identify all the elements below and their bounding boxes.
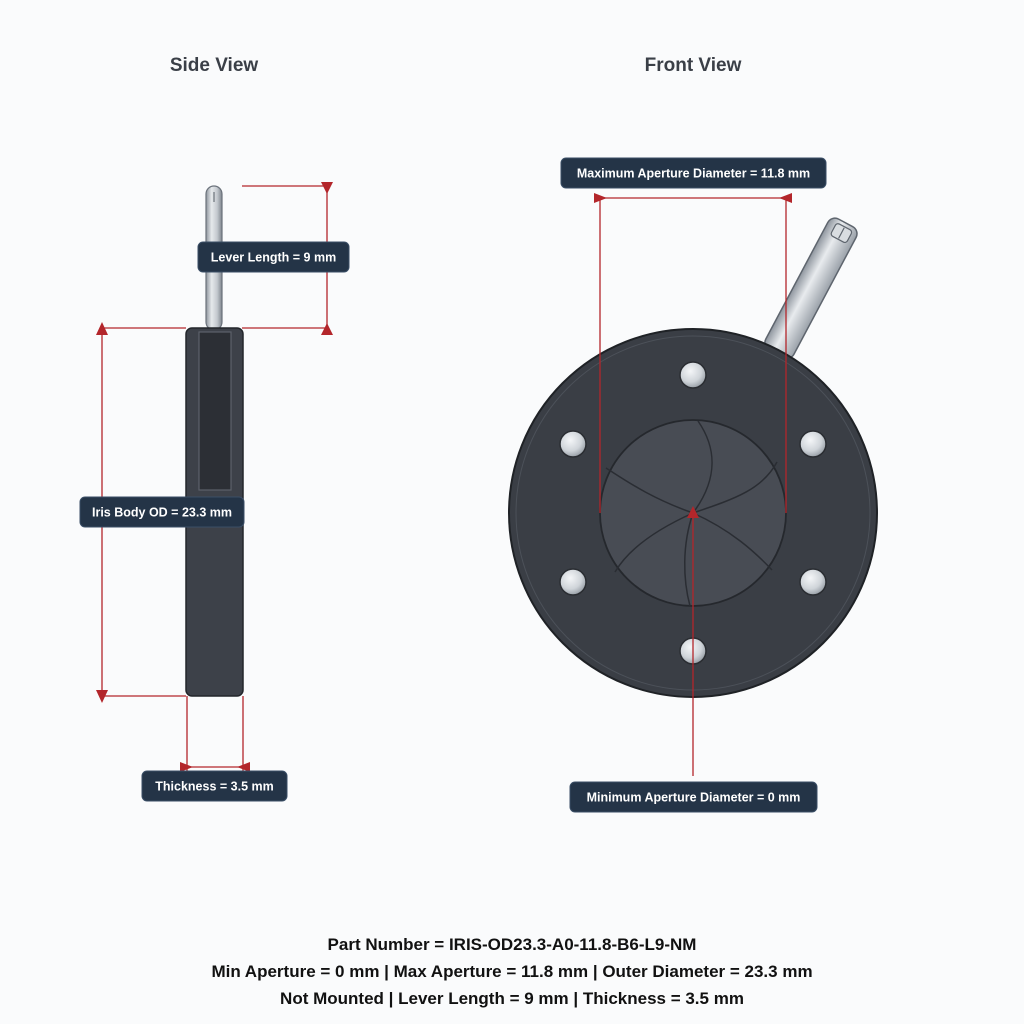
label-lever-length	[198, 242, 349, 272]
front-view-title: Front View	[644, 55, 742, 76]
label-thickness	[142, 771, 287, 801]
side-view-title: Side View	[169, 55, 259, 76]
front-lever	[762, 215, 860, 361]
screw-icon	[680, 362, 706, 388]
min-aperture-text: Minimum Aperture Diameter = 0 mm	[586, 790, 801, 805]
footer-part-number: Part Number = IRIS-OD23.3-A0-11.8-B6-L9-NM	[327, 935, 697, 954]
front-view	[509, 193, 877, 776]
screw-icon	[800, 431, 826, 457]
lever-length-text: Lever Length = 9 mm	[210, 250, 337, 265]
footer-aperture-summary: Min Aperture = 0 mm | Max Aperture = 11.8 mm | Outer Diameter = 23.3 mm	[211, 962, 813, 981]
screw-icon	[800, 569, 826, 595]
footer-mount-summary: Not Mounted | Lever Length = 9 mm | Thickness = 3.5 mm	[280, 989, 744, 1008]
screw-icon	[560, 569, 586, 595]
label-max-aperture	[561, 158, 826, 188]
thickness-dimension	[180, 696, 250, 772]
max-aperture-text: Maximum Aperture Diameter = 11.8 mm	[576, 166, 811, 181]
screw-icon	[560, 431, 586, 457]
label-iris-body-od	[80, 497, 244, 527]
iris-body-od-text: Iris Body OD = 23.3 mm	[92, 505, 232, 520]
thickness-text: Thickness = 3.5 mm	[155, 779, 274, 794]
label-min-aperture	[570, 782, 817, 812]
